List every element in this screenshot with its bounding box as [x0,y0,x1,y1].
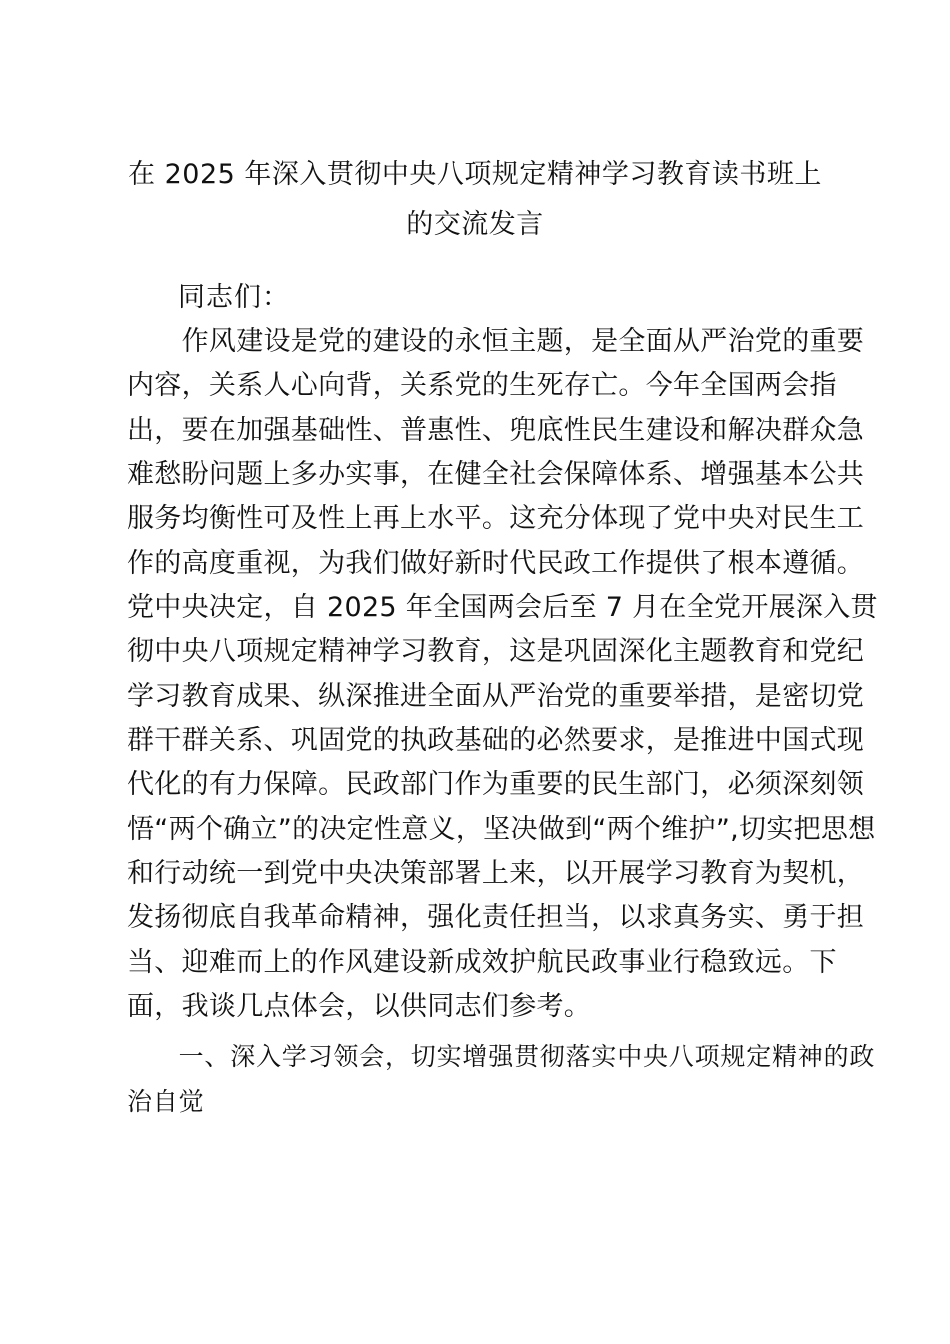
document-title [120,150,830,250]
paragraph-line: 彻中央八项规定精神学习教育，这是巩固深化主题教育和党纪 [127,636,865,667]
section-heading-line-2: 治自觉 [127,1087,205,1116]
section-heading-line-1: 一、深入学习领会，切实增强贯彻落实中央八项规定精神的政 [127,1042,876,1071]
paragraph-line: 出，要在加强基础性、普惠性、兜底性民生建设和解决群众急 [127,415,865,446]
paragraph-line: 悟“两个确立”的决定性意义，坚决做到“两个维护”,切实把思想 [127,814,876,845]
paragraph-line: 党中央决定，自 2025 年全国两会后至 7 月在全党开展深入贯 [127,592,878,623]
paragraph-line: 代化的有力保障。民政部门作为重要的民生部门，必须深刻领 [127,769,865,800]
paragraph-line: 学习教育成果、纵深推进全面从严治党的重要举措，是密切党 [127,681,865,712]
salutation: 同志们： [178,282,290,313]
title-line-2: 的交流发言 [406,209,544,240]
paragraph-line: 服务均衡性可及性上再上水平。这充分体现了党中央对民生工 [127,503,865,534]
paragraph-line: 作风建设是党的建设的永恒主题，是全面从严治党的重要 [127,326,865,357]
paragraph-line: 发扬彻底自我革命精神，强化责任担当，以求真务实、勇于担 [127,902,865,933]
paragraph-line: 面，我谈几点体会，以供同志们参考。 [127,991,592,1022]
paragraph-line: 和行动统一到党中央决策部署上来，以开展学习教育为契机， [127,858,865,889]
paragraph-line: 群干群关系、巩固党的执政基础的必然要求，是推进中国式现 [127,725,865,756]
paragraph-line: 作的高度重视，为我们做好新时代民政工作提供了根本遵循。 [127,548,865,579]
title-line-1: 在 2025 年深入贯彻中央八项规定精神学习教育读书班上 [128,159,822,190]
paragraph-line: 当、迎难而上的作风建设新成效护航民政事业行稳致远。下 [127,947,837,978]
paragraph-line: 难愁盼问题上多办实事，在健全社会保障体系、增强基本公共 [127,459,865,490]
paragraph-line: 内容，关系人心向背，关系党的生死存亡。今年全国两会指 [127,370,837,401]
